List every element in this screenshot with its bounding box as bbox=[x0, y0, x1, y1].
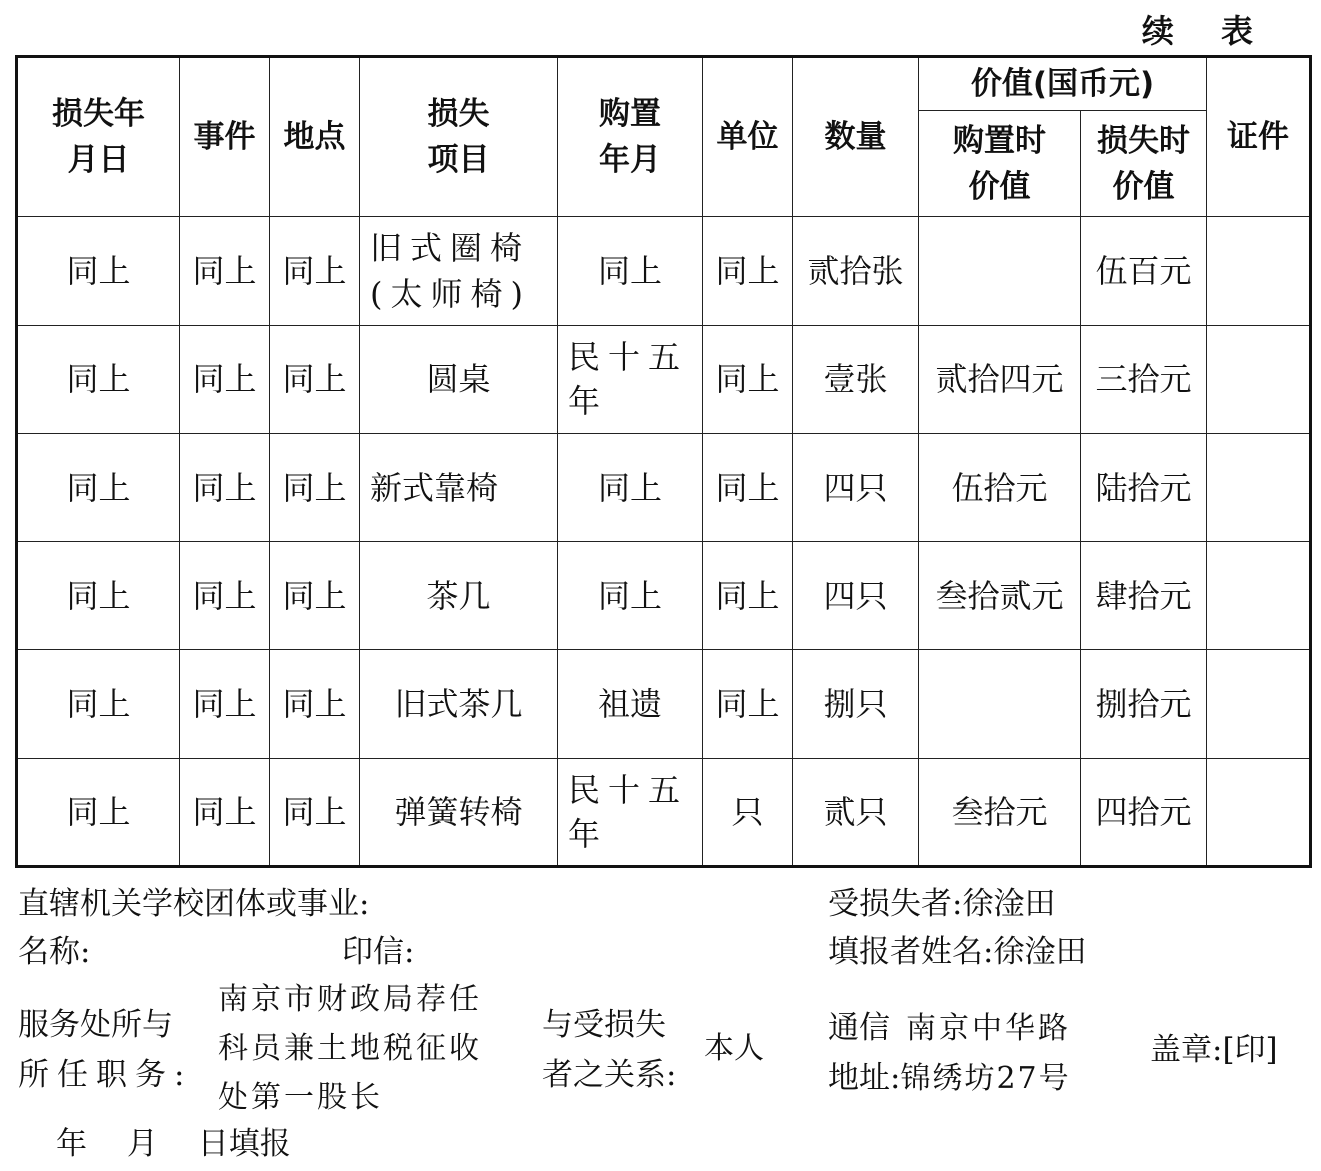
cell-purchase-date: 民十五年 bbox=[558, 325, 703, 433]
cell-purchase-value bbox=[919, 217, 1081, 325]
cell-purchase-value bbox=[919, 650, 1081, 758]
cell-event: 同上 bbox=[180, 542, 270, 650]
header-date: 损失年月日 bbox=[17, 57, 180, 217]
cell-certificate bbox=[1207, 758, 1311, 866]
cell-date: 同上 bbox=[17, 758, 180, 866]
header-unit: 单位 bbox=[703, 57, 793, 217]
cell-purchase-value: 伍拾元 bbox=[919, 433, 1081, 541]
victim-value: 徐淦田 bbox=[962, 886, 1056, 922]
cell-event: 同上 bbox=[180, 433, 270, 541]
cell-event: 同上 bbox=[180, 758, 270, 866]
cell-event: 同上 bbox=[180, 217, 270, 325]
cell-unit: 同上 bbox=[703, 542, 793, 650]
address-line-2 bbox=[828, 1055, 1071, 1103]
cell-event: 同上 bbox=[180, 325, 270, 433]
cell-certificate bbox=[1207, 542, 1311, 650]
cell-qty: 壹张 bbox=[793, 325, 919, 433]
cell-qty: 贰拾张 bbox=[793, 217, 919, 325]
reporter-label: 填报者姓名: bbox=[828, 934, 994, 970]
service-value-line-1: 南京市财政局荐任 bbox=[218, 982, 482, 1017]
address-value-2: 锦绣坊27号 bbox=[900, 1061, 1071, 1096]
reporter-value: 徐淦田 bbox=[993, 934, 1087, 970]
header-event: 事件 bbox=[180, 57, 270, 217]
service-label-line-1: 服务处所与 bbox=[18, 1007, 173, 1043]
cell-certificate bbox=[1207, 650, 1311, 758]
seal-label: 印信: bbox=[342, 934, 415, 970]
cell-qty: 捌只 bbox=[793, 650, 919, 758]
service-label-line-2: 所任职务: bbox=[18, 1057, 193, 1093]
cell-purchase-value: 叁拾贰元 bbox=[919, 542, 1081, 650]
cell-loss-value: 陆拾元 bbox=[1081, 433, 1207, 541]
cell-event: 同上 bbox=[180, 650, 270, 758]
cell-date: 同上 bbox=[17, 542, 180, 650]
address-line-1 bbox=[828, 1005, 1071, 1053]
table-row bbox=[17, 542, 1311, 650]
cell-qty: 贰只 bbox=[793, 758, 919, 866]
cell-item: 旧式茶几 bbox=[360, 650, 558, 758]
cell-purchase-date: 同上 bbox=[558, 542, 703, 650]
stamp-field bbox=[1150, 1030, 1278, 1070]
cell-item: 圆桌 bbox=[360, 325, 558, 433]
table-row bbox=[17, 433, 1311, 541]
cell-place: 同上 bbox=[270, 217, 360, 325]
cell-purchase-value: 叁拾元 bbox=[919, 758, 1081, 866]
header-place: 地点 bbox=[270, 57, 360, 217]
header-value-group: 价值(国币元) bbox=[919, 57, 1207, 111]
cell-item: 弹簧转椅 bbox=[360, 758, 558, 866]
table-row bbox=[17, 758, 1311, 866]
header-purchase-date: 购置年月 bbox=[558, 57, 703, 217]
cell-loss-value: 三拾元 bbox=[1081, 325, 1207, 433]
relation-label-line-2: 者之关系: bbox=[542, 1057, 677, 1093]
cell-unit: 同上 bbox=[703, 433, 793, 541]
cell-qty: 四只 bbox=[793, 542, 919, 650]
agency-label: 直辖机关学校团体或事业: bbox=[18, 886, 370, 922]
cell-unit: 同上 bbox=[703, 325, 793, 433]
cell-unit: 同上 bbox=[703, 650, 793, 758]
cell-purchase-date: 祖遗 bbox=[558, 650, 703, 758]
service-value-line-2: 科员兼土地税征收 bbox=[218, 1031, 482, 1066]
cell-place: 同上 bbox=[270, 758, 360, 866]
cell-purchase-value: 贰拾四元 bbox=[919, 325, 1081, 433]
name-label: 名称: bbox=[18, 934, 91, 970]
relation-label-line-1: 与受损失 bbox=[542, 1007, 666, 1043]
cell-unit: 同上 bbox=[703, 217, 793, 325]
loss-table bbox=[15, 55, 1312, 868]
cell-item: 茶几 bbox=[360, 542, 558, 650]
date-line: 年 月 日填报 bbox=[56, 1126, 291, 1162]
cell-item: 旧式圈椅(太师椅) bbox=[360, 217, 558, 325]
cell-purchase-date: 民十五年 bbox=[558, 758, 703, 866]
cell-purchase-date: 同上 bbox=[558, 217, 703, 325]
header-purchase-value: 购置时价值 bbox=[919, 111, 1081, 217]
header-qty: 数量 bbox=[793, 57, 919, 217]
header-certificate: 证件 bbox=[1207, 57, 1311, 217]
cell-certificate bbox=[1207, 325, 1311, 433]
stamp-label: 盖章: bbox=[1150, 1032, 1223, 1068]
address-label-2: 地址: bbox=[828, 1060, 901, 1096]
cell-date: 同上 bbox=[17, 217, 180, 325]
continued-label: 续 表 bbox=[1141, 12, 1271, 50]
victim-field bbox=[828, 884, 1055, 924]
table-row bbox=[17, 325, 1311, 433]
cell-date: 同上 bbox=[17, 650, 180, 758]
cell-item: 新式靠椅 bbox=[360, 433, 558, 541]
victim-label: 受损失者: bbox=[828, 886, 963, 922]
cell-place: 同上 bbox=[270, 650, 360, 758]
cell-loss-value: 四拾元 bbox=[1081, 758, 1207, 866]
cell-date: 同上 bbox=[17, 325, 180, 433]
cell-place: 同上 bbox=[270, 542, 360, 650]
cell-qty: 四只 bbox=[793, 433, 919, 541]
table-row bbox=[17, 650, 1311, 758]
cell-certificate bbox=[1207, 217, 1311, 325]
cell-place: 同上 bbox=[270, 433, 360, 541]
relation-value: 本人 bbox=[704, 1031, 764, 1066]
cell-loss-value: 肆拾元 bbox=[1081, 542, 1207, 650]
cell-date: 同上 bbox=[17, 433, 180, 541]
cell-unit: 只 bbox=[703, 758, 793, 866]
address-label-1: 通信 bbox=[828, 1010, 890, 1046]
header-item: 损失项目 bbox=[360, 57, 558, 217]
table-row bbox=[17, 217, 1311, 325]
address-value-1: 南京中华路 bbox=[906, 1011, 1071, 1046]
service-value-line-3: 处第一股长 bbox=[218, 1080, 383, 1115]
header-loss-value: 损失时价值 bbox=[1081, 111, 1207, 217]
reporter-field bbox=[828, 932, 1086, 972]
cell-loss-value: 捌拾元 bbox=[1081, 650, 1207, 758]
cell-loss-value: 伍百元 bbox=[1081, 217, 1207, 325]
cell-certificate bbox=[1207, 433, 1311, 541]
stamp-value: [印] bbox=[1222, 1032, 1278, 1068]
cell-place: 同上 bbox=[270, 325, 360, 433]
cell-purchase-date: 同上 bbox=[558, 433, 703, 541]
